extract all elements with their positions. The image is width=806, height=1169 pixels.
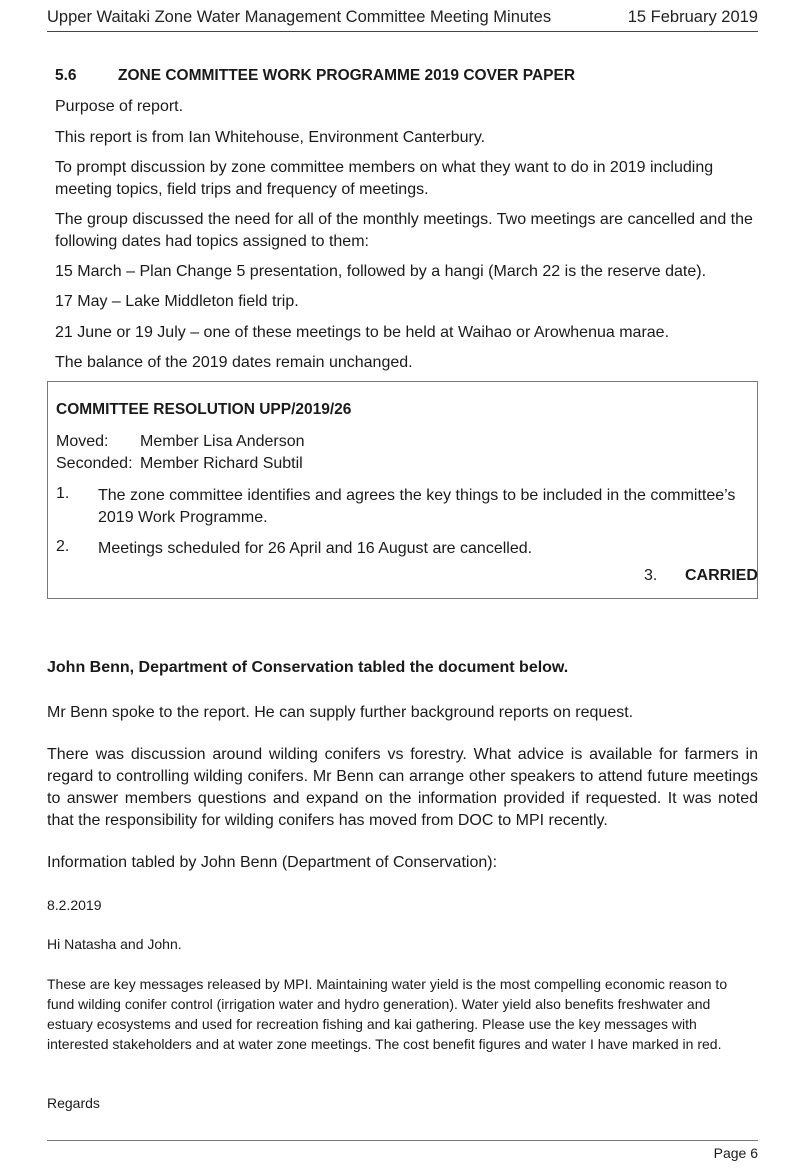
resolution-item-text: The zone committee identifies and agrees the key things to be included in the committee’s 2019 Work Programme. [98, 487, 736, 526]
date-item-may: 17 May – Lake Middleton field trip. [55, 293, 299, 310]
resolution-item-number: 1. [56, 485, 70, 502]
wilding-conifers-paragraph: There was discussion around wilding conifers vs forestry. What advice is available for farmers in regard to controlling wilding conifers. Mr Benn can arrange other speakers to attend future meetings to answer members questions and expand on the information provided if requested. It was noted that the responsibility for wilding conifers has moved from DOC to MPI recently. [47, 746, 758, 829]
purpose-paragraph: Purpose of report. [55, 98, 184, 115]
header-title: Upper Waitaki Zone Water Management Committee Meeting Minutes [47, 8, 552, 26]
section-title: ZONE COMMITTEE WORK PROGRAMME 2019 COVER PAPER [118, 67, 576, 84]
tabled-heading: John Benn, Department of Conservation tabled the document below. [47, 659, 569, 676]
prompt-paragraph: To prompt discussion by zone committee members on what they want to do in 2019 including meeting topics, field trips and frequency of meetings. [55, 159, 714, 198]
resolution-item-number: 2. [56, 538, 70, 555]
report-source-paragraph: This report is from Ian Whitehouse, Environment Canterbury. [55, 129, 486, 146]
resolution-title: COMMITTEE RESOLUTION UPP/2019/26 [56, 401, 352, 418]
letter-body: These are key messages released by MPI. Maintaining water yield is the most compelling economic reason to fund wilding conifer control (irrigation water and hydro generation). Water yield also benefits freshwater and estuary ecosystems and used for recreation fishing and kai gathering. Please use the key messages with interested stakeholders and at water zone meetings. The cost benefit figures and water I have marked in red. [47, 976, 728, 1052]
moved-value: Member Lisa Anderson [140, 433, 305, 450]
information-tabled-paragraph: Information tabled by John Benn (Department of Conservation): [47, 854, 498, 871]
letter-greeting: Hi Natasha and John. [47, 936, 182, 952]
page-number: Page 6 [713, 1145, 758, 1161]
discussion-paragraph: The group discussed the need for all of the monthly meetings. Two meetings are cancelled and the following dates had topics assigned to them: [55, 211, 753, 250]
moved-label: Moved: [56, 433, 109, 450]
header-divider [47, 31, 758, 32]
section-number: 5.6 [55, 67, 77, 84]
page-header [47, 6, 758, 30]
date-item-march: 15 March – Plan Change 5 presentation, followed by a hangi (March 22 is the reserve date). [55, 263, 707, 280]
carried-label: CARRIED [685, 567, 758, 584]
letter-date: 8.2.2019 [47, 897, 102, 913]
balance-paragraph: The balance of the 2019 dates remain unchanged. [55, 354, 413, 371]
resolution-item-text: Meetings scheduled for 26 April and 16 August are cancelled. [98, 540, 533, 557]
resolution-box [47, 381, 758, 599]
benn-report-paragraph: Mr Benn spoke to the report. He can supply further background reports on request. [47, 704, 634, 721]
letter-signoff: Regards [47, 1095, 100, 1111]
seconded-value: Member Richard Subtil [140, 455, 303, 472]
header-date: 15 February 2019 [627, 8, 758, 26]
footer-divider [47, 1140, 758, 1141]
date-item-june-july: 21 June or 19 July – one of these meetings to be held at Waihao or Arowhenua marae. [55, 324, 670, 341]
seconded-label: Seconded: [56, 455, 133, 472]
carried-number: 3. [644, 567, 658, 584]
